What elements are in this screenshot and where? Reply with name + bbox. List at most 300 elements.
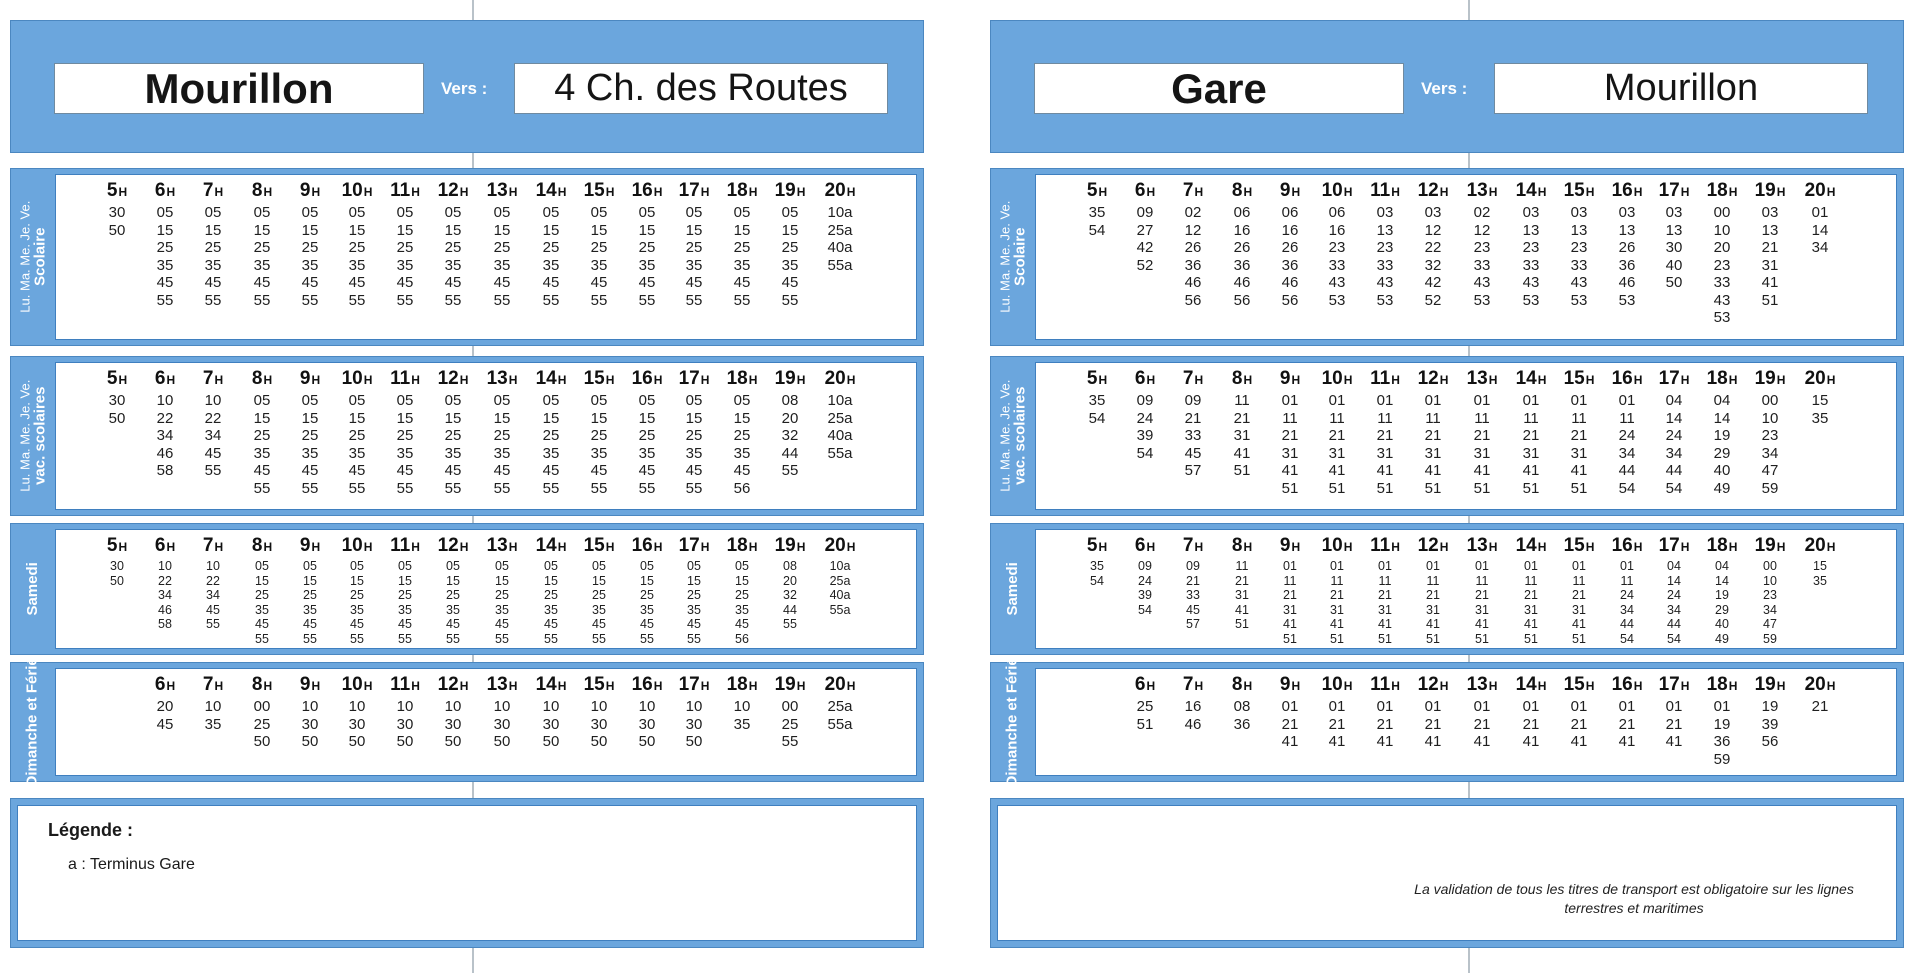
departure-minute: 54 [1088, 409, 1106, 427]
hour-suffix: H [557, 373, 567, 387]
hour-suffix: H [1585, 540, 1595, 554]
hour-column [189, 368, 237, 480]
hour-suffix: H [263, 185, 273, 199]
departure-minute: 15 [493, 409, 511, 427]
departure-minute: 41 [1473, 462, 1491, 479]
departure-minutes [766, 698, 814, 751]
hour-number: 8 [1231, 674, 1243, 695]
day-type-text [18, 380, 47, 492]
departure-minute: 21 [1378, 588, 1392, 602]
hour-number: 9 [299, 368, 311, 389]
departure-minute: 54 [1088, 221, 1106, 239]
departure-minute: 15 [301, 221, 319, 239]
hour-number: 20 [1804, 368, 1826, 389]
hour-number: 13 [486, 674, 508, 695]
hour-label [381, 674, 429, 698]
departure-minute: 43 [1570, 274, 1588, 291]
departure-minute: 15 [398, 573, 412, 588]
departure-minute: 25 [156, 239, 174, 256]
departure-minute: 05 [685, 204, 703, 221]
hour-suffix: H [605, 679, 615, 693]
departure-minute: 21 [1328, 715, 1346, 733]
schedule-grid [1035, 668, 1897, 776]
departure-minute: 55 [348, 291, 366, 309]
departure-minute: 41 [1283, 617, 1297, 631]
departure-minutes [478, 392, 526, 497]
departure-minute: 24 [1665, 427, 1683, 444]
hour-column [1361, 674, 1409, 751]
hour-label [1073, 674, 1121, 698]
hour-column [575, 368, 623, 497]
hour-column [623, 180, 671, 309]
hour-column [623, 674, 671, 751]
hour-number: 11 [390, 180, 411, 201]
departure-minute: 31 [1283, 602, 1297, 617]
departure-minute: 23 [1761, 427, 1779, 444]
hour-label [670, 535, 718, 559]
hour-label [1507, 535, 1555, 559]
day-type-label [11, 357, 55, 515]
departure-minute: 55 [542, 479, 560, 497]
departure-minute: 35 [542, 256, 560, 274]
departure-minute: 44 [1667, 617, 1681, 631]
legend-item: a : Terminus Gare [68, 856, 195, 873]
hour-suffix: H [363, 679, 373, 693]
departure-minute: 45 [444, 274, 462, 291]
hour-label [189, 368, 237, 392]
day-type-label [991, 657, 1035, 787]
departure-minute: 06 [1233, 204, 1251, 221]
hour-suffix: H [1439, 540, 1449, 554]
hour-label [333, 535, 381, 559]
departure-minute: 01 [1473, 392, 1491, 409]
hour-column [1121, 674, 1169, 733]
hour-number: 10 [341, 180, 363, 201]
schedule-grid [55, 668, 917, 776]
departure-minute: 30 [444, 715, 462, 733]
hour-label [1313, 674, 1361, 698]
departure-minute: 41 [1475, 617, 1489, 631]
hour-suffix: H [508, 679, 518, 693]
hour-label [1603, 368, 1651, 392]
departure-minute: 05 [253, 204, 271, 221]
departure-minute: 15 [444, 409, 462, 427]
hour-column [93, 535, 141, 588]
hour-number: 9 [299, 180, 311, 201]
departure-minute: 53 [1376, 291, 1394, 309]
departure-minutes [623, 392, 671, 497]
hour-suffix: H [1194, 373, 1204, 387]
departure-minute: 21 [1524, 588, 1538, 602]
hour-label [238, 368, 286, 392]
hour-label [1169, 180, 1217, 204]
route-header [10, 20, 924, 153]
hour-column [1650, 368, 1698, 497]
hour-number: 14 [1515, 674, 1537, 695]
departure-minute: 08 [781, 392, 799, 409]
hour-label [1169, 674, 1217, 698]
departure-minute: 41 [1378, 617, 1392, 631]
departure-minute: 25 [685, 239, 703, 256]
hour-label [1073, 368, 1121, 392]
departure-minute: 56 [1233, 291, 1251, 309]
hour-column [93, 180, 141, 239]
hour-number: 5 [106, 535, 118, 556]
origin-stop-name: Mourillon [54, 63, 424, 114]
departure-minute: 15 [733, 221, 751, 239]
departure-minute: 21 [1376, 427, 1394, 444]
destination-stop-name: 4 Ch. des Routes [514, 63, 888, 114]
hour-suffix: H [1243, 540, 1253, 554]
hour-column [478, 674, 526, 751]
departure-minute: 45 [493, 274, 511, 291]
departure-minute: 31 [1426, 602, 1440, 617]
hour-number: 18 [1706, 535, 1728, 556]
departure-minute: 25 [301, 239, 319, 256]
day-type-name: Scolaire [30, 227, 48, 287]
hour-suffix: H [1343, 679, 1353, 693]
departure-minute: 35 [1088, 204, 1106, 221]
departure-minute: 25 [255, 588, 269, 602]
departure-minutes [527, 204, 575, 309]
hour-column [1073, 535, 1121, 588]
hour-column [1266, 535, 1314, 646]
hour-column [1218, 674, 1266, 733]
day-type-label [11, 524, 55, 654]
departure-minute: 31 [1235, 588, 1249, 602]
departure-minute: 25 [733, 239, 751, 256]
day-type-name: vac. scolaires [1010, 386, 1028, 486]
departure-minutes [1458, 204, 1506, 309]
departure-minute: 14 [1715, 573, 1729, 588]
departure-minute: 55a [829, 602, 851, 617]
hour-suffix: H [1098, 540, 1108, 554]
departure-minute: 21 [1330, 588, 1344, 602]
departure-minute: 31 [1572, 602, 1586, 617]
hour-suffix: H [748, 679, 758, 693]
departure-minute: 49 [1713, 479, 1731, 497]
departure-minute: 25 [544, 588, 558, 602]
departure-minute: 42 [1136, 239, 1154, 256]
hour-label [623, 368, 671, 392]
departure-minutes [429, 698, 477, 751]
departure-minute: 03 [1522, 204, 1540, 221]
hour-number: 18 [1706, 674, 1728, 695]
hour-label [766, 180, 814, 204]
departure-minute: 55 [204, 462, 222, 479]
departure-minute: 15 [590, 221, 608, 239]
hour-column [1218, 368, 1266, 480]
departure-minutes [238, 698, 286, 751]
hour-suffix: H [166, 373, 176, 387]
departure-minute: 55 [255, 631, 269, 646]
departure-minute: 45 [735, 617, 749, 631]
departure-minute: 16 [1281, 221, 1299, 239]
hour-column [670, 674, 718, 751]
departure-minute: 01 [1426, 559, 1440, 573]
timetable-section [10, 356, 924, 516]
hour-number: 8 [251, 535, 263, 556]
departure-minute: 51 [1235, 617, 1249, 631]
departure-minutes [1796, 204, 1844, 257]
departure-minute: 34 [1667, 602, 1681, 617]
departure-minutes [381, 204, 429, 309]
hour-column [1121, 180, 1169, 274]
departure-minute: 55 [638, 291, 656, 309]
departure-minutes [478, 559, 526, 646]
day-type-days: Lu. Ma. Me. Je. Ve. [17, 379, 33, 492]
hour-suffix: H [459, 185, 469, 199]
departure-minute: 44 [1665, 462, 1683, 479]
hour-suffix: H [605, 373, 615, 387]
departure-minute: 25 [640, 588, 654, 602]
hour-number: 12 [1417, 674, 1439, 695]
departure-minute: 50 [108, 409, 126, 427]
departure-minute: 50 [542, 733, 560, 750]
departure-minute: 41 [1235, 602, 1249, 617]
departure-minute: 10 [158, 559, 172, 573]
departure-minutes [429, 559, 477, 646]
departure-minute: 59 [1713, 750, 1731, 768]
departure-minute: 54 [1665, 479, 1683, 497]
hour-suffix: H [1728, 679, 1738, 693]
departure-minutes [575, 698, 623, 751]
departure-minute: 01 [1618, 392, 1636, 409]
hour-column [1650, 535, 1698, 646]
departure-minute: 01 [1283, 559, 1297, 573]
departure-minute: 25 [444, 427, 462, 444]
hour-column [1555, 368, 1603, 497]
timetable-section [990, 657, 1904, 787]
departure-minute: 21 [1184, 409, 1202, 427]
hour-column [1555, 674, 1603, 751]
departure-minute: 11 [1619, 409, 1635, 427]
hour-suffix: H [1537, 679, 1547, 693]
hour-suffix: H [1391, 185, 1400, 199]
hour-suffix: H [1776, 540, 1786, 554]
hour-label [766, 535, 814, 559]
departure-minute: 05 [348, 204, 366, 221]
departure-minute: 45 [687, 617, 701, 631]
departure-minutes [1169, 698, 1217, 733]
departure-minute: 51 [1330, 631, 1344, 646]
hour-number: 12 [1417, 535, 1439, 556]
departure-minute: 45 [156, 274, 174, 291]
departure-minute: 55 [783, 617, 797, 631]
hour-number: 17 [1658, 180, 1680, 201]
departure-minute: 45 [396, 462, 414, 479]
departure-minute: 15 [255, 573, 269, 588]
departure-minute: 20 [783, 573, 797, 588]
hour-column [1507, 674, 1555, 751]
departure-minutes [1266, 204, 1314, 309]
departure-minute: 05 [350, 559, 364, 573]
hour-label [1650, 535, 1698, 559]
departure-minute: 21 [1281, 427, 1299, 444]
hour-suffix: H [796, 540, 806, 554]
departure-minute: 45 [255, 617, 269, 631]
departure-minute: 27 [1136, 221, 1154, 239]
departure-minute: 56 [1281, 291, 1299, 309]
hour-column [718, 535, 766, 646]
departure-minute: 56 [1761, 733, 1779, 750]
departure-minute: 33 [1473, 256, 1491, 274]
departure-minute: 51 [1233, 462, 1251, 479]
departure-minute: 41 [1572, 617, 1586, 631]
departure-minute: 41 [1233, 444, 1251, 462]
hour-label [1458, 368, 1506, 392]
departure-minute: 06 [1328, 204, 1346, 221]
departure-minutes [1650, 559, 1698, 646]
hour-label [670, 368, 718, 392]
departure-minute: 55 [781, 733, 799, 750]
departure-minute: 33 [1713, 274, 1731, 291]
hour-number: 11 [1370, 180, 1391, 201]
departure-minute: 45 [253, 274, 271, 291]
hour-label [1361, 674, 1409, 698]
hour-suffix: H [1585, 679, 1595, 693]
hour-label [1796, 368, 1844, 392]
departure-minutes [1121, 559, 1169, 617]
hour-column [429, 674, 477, 751]
departure-minute: 21 [1570, 715, 1588, 733]
departure-minute: 40 [1665, 256, 1683, 274]
departure-minute: 09 [1186, 559, 1200, 573]
departure-minute: 05 [687, 559, 701, 573]
departure-minute: 45 [301, 462, 319, 479]
departure-minute: 21 [1473, 427, 1491, 444]
hour-label [1169, 368, 1217, 392]
departure-minute: 31 [1522, 444, 1540, 462]
departure-minute: 45 [303, 617, 317, 631]
departure-minute: 01 [1570, 392, 1588, 409]
hour-suffix: H [796, 185, 806, 199]
departure-minute: 01 [1475, 559, 1489, 573]
departure-minute: 13 [1376, 221, 1394, 239]
hour-number: 8 [251, 180, 263, 201]
hour-column [1796, 368, 1844, 427]
departure-minute: 55 [444, 479, 462, 497]
hour-suffix: H [363, 540, 373, 554]
departure-minute: 35 [398, 602, 412, 617]
hour-suffix: H [1146, 185, 1156, 199]
hour-label [1218, 535, 1266, 559]
departure-minutes [1073, 559, 1121, 588]
departure-minute: 05 [301, 392, 319, 409]
departure-minute: 23 [1763, 588, 1777, 602]
hour-label [286, 674, 334, 698]
departure-minute: 45 [1184, 444, 1202, 462]
day-type-label [991, 169, 1035, 345]
departure-minutes [1698, 698, 1746, 768]
departure-minute: 05 [733, 204, 751, 221]
day-type-days: Lu. Ma. Me. Je. Ve. [997, 200, 1013, 313]
departure-minutes [1458, 392, 1506, 497]
departure-minutes [1603, 559, 1651, 646]
departure-minute: 13 [1665, 221, 1683, 239]
departure-minute: 35 [1088, 392, 1106, 409]
hour-suffix: H [1146, 540, 1156, 554]
departure-minute: 10 [206, 559, 220, 573]
day-type-days: Lu. Ma. Me. Je. Ve. [17, 200, 33, 313]
hour-label [527, 674, 575, 698]
departure-minute: 30 [685, 715, 703, 733]
departure-minutes [381, 698, 429, 751]
hour-suffix: H [1633, 540, 1643, 554]
departure-minute: 10 [638, 698, 656, 715]
hour-label [93, 535, 141, 559]
departure-minute: 44 [1620, 617, 1634, 631]
departure-minutes [1409, 698, 1457, 751]
departure-minutes [670, 392, 718, 497]
schedule-grid [55, 362, 917, 510]
hour-label [1409, 674, 1457, 698]
departure-minute: 10 [493, 698, 511, 715]
departure-minute: 00 [1763, 559, 1777, 573]
departure-minutes [816, 204, 864, 274]
hour-column [1650, 180, 1698, 292]
schedule-grid [55, 174, 917, 340]
departure-minute: 59 [1763, 631, 1777, 646]
departure-minute: 01 [1620, 559, 1634, 573]
departure-minute: 53 [1522, 291, 1540, 309]
departure-minutes [1507, 392, 1555, 497]
hour-label [1746, 180, 1794, 204]
departure-minute: 56 [733, 479, 751, 497]
departure-minute: 19 [1761, 698, 1779, 715]
hour-column [429, 180, 477, 309]
hour-number: 7 [202, 368, 214, 389]
departure-minute: 46 [156, 444, 174, 462]
departure-minute: 25 [542, 239, 560, 256]
departure-minute: 33 [1184, 427, 1202, 444]
departure-minute: 55 [398, 631, 412, 646]
hour-suffix: H [846, 540, 856, 554]
departure-minutes [1603, 698, 1651, 751]
departure-minute: 55a [827, 715, 853, 733]
departure-minute: 43 [1713, 291, 1731, 309]
departure-minute: 25 [301, 427, 319, 444]
hour-column [381, 674, 429, 751]
departure-minutes [718, 698, 766, 733]
day-type-text [1005, 657, 1021, 786]
departure-minutes [1218, 559, 1266, 632]
hour-suffix: H [118, 185, 128, 199]
hour-suffix: H [796, 373, 806, 387]
departure-minute: 05 [592, 559, 606, 573]
departure-minute: 41 [1665, 733, 1683, 750]
departure-minutes [1409, 559, 1457, 646]
departure-minute: 41 [1376, 733, 1394, 750]
hour-suffix: H [263, 540, 273, 554]
departure-minute: 26 [1618, 239, 1636, 256]
hour-number: 11 [1370, 535, 1391, 556]
departure-minute: 08 [1233, 698, 1251, 715]
hour-number: 14 [1515, 535, 1537, 556]
departure-minutes [670, 698, 718, 751]
departure-minute: 10 [301, 698, 319, 715]
hour-label [93, 368, 141, 392]
timetable-section [10, 523, 924, 655]
hour-number: 17 [678, 180, 700, 201]
departure-minute: 43 [1522, 274, 1540, 291]
departure-minute: 05 [495, 559, 509, 573]
hour-number: 13 [1466, 180, 1488, 201]
departure-minutes [718, 559, 766, 646]
hour-column [1698, 368, 1746, 497]
departure-minute: 46 [1281, 274, 1299, 291]
departure-minute: 30 [542, 715, 560, 733]
